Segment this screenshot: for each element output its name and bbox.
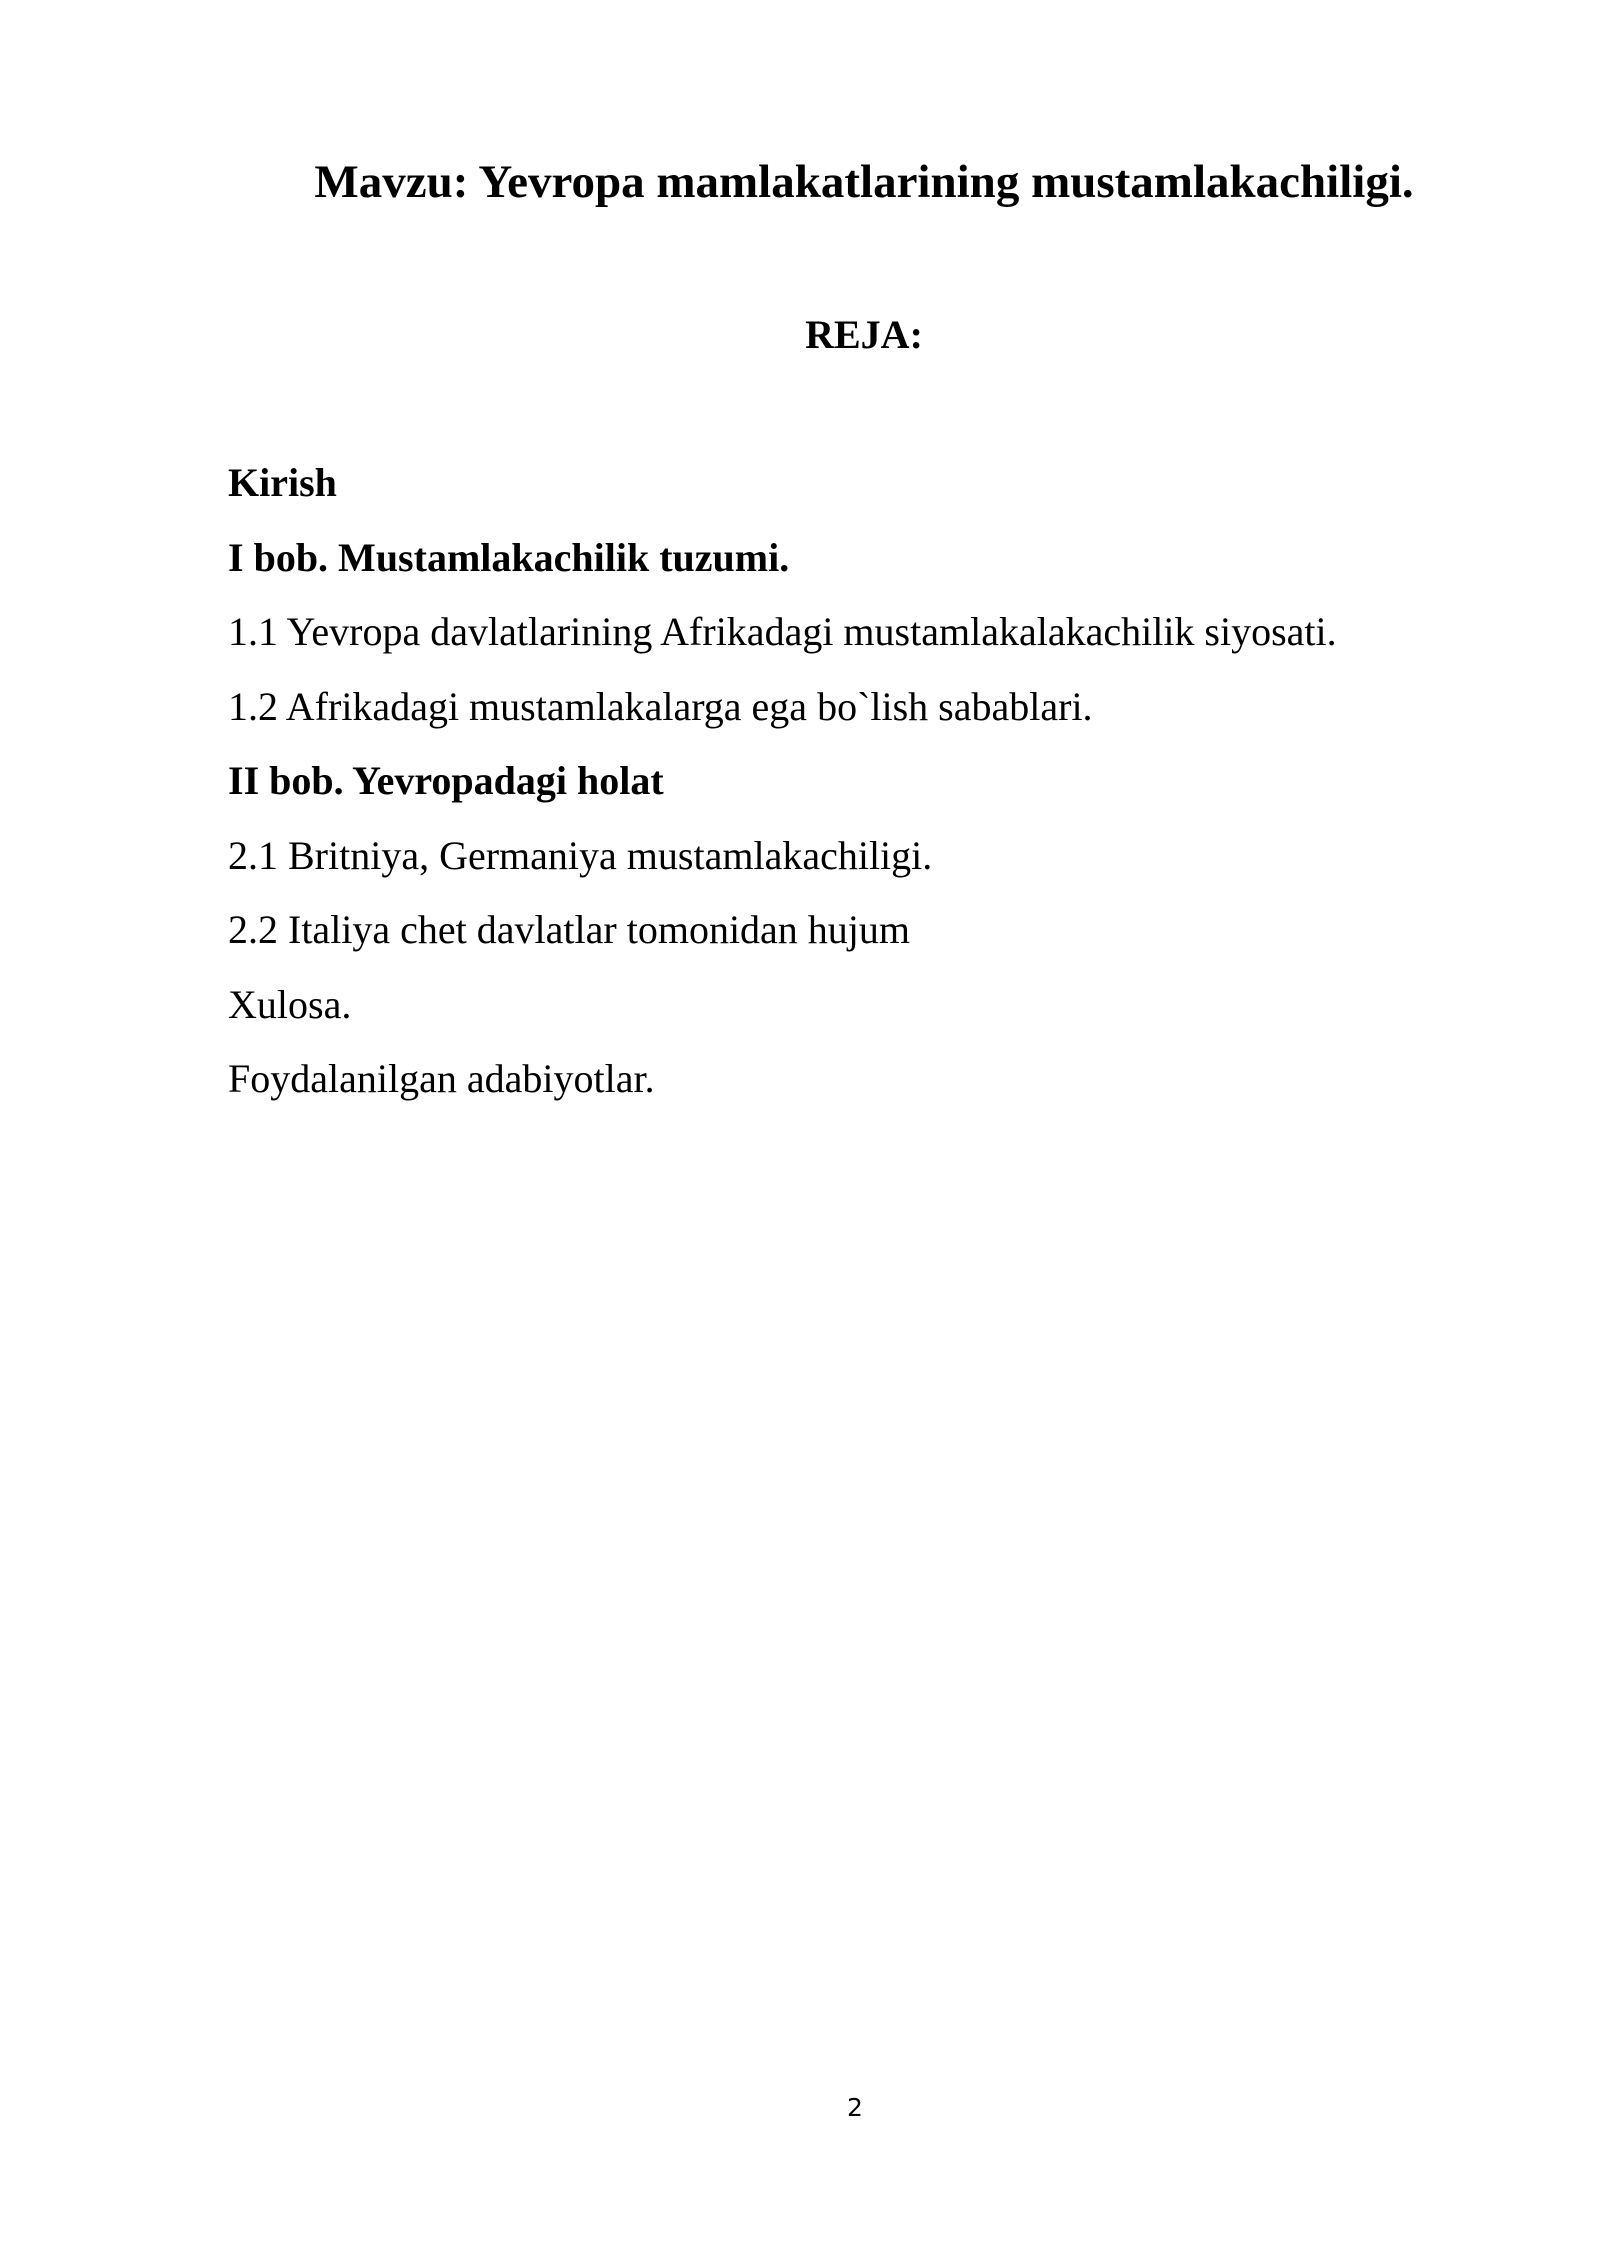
plan-item-section-2-1: 2.1 Britniya, Germaniya mustamlakachiligi. [228,832,933,878]
plan-list [228,456,1528,1127]
plan-item-chapter-1: I bob. Mustamlakachilik tuzumi. [228,534,790,580]
plan-item-references: Foydalanilgan adabiyotlar. [228,1056,655,1101]
plan-item-introduction: Kirish [228,460,337,505]
plan-item-conclusion: Xulosa. [228,981,352,1027]
plan-item-section-1-1: 1.1 Yevropa davlatlarining Afrikadagi mustamlakalakachilik siyosati. [228,609,1337,654]
plan-item-section-2-2: 2.2 Italiya chet davlatlar tomonidan hujum [228,907,911,952]
plan-heading: REJA: [805,312,923,357]
document-title: Mavzu: Yevropa mamlakatlarining mustamlakachiligi. [314,156,1414,208]
plan-item-section-1-2: 1.2 Afrikadagi mustamlakalarga ega bo`lish sabablari. [228,683,1093,729]
plan-item-chapter-2: II bob. Yevropadagi holat [228,758,664,803]
page-number: 2 [847,2093,863,2122]
